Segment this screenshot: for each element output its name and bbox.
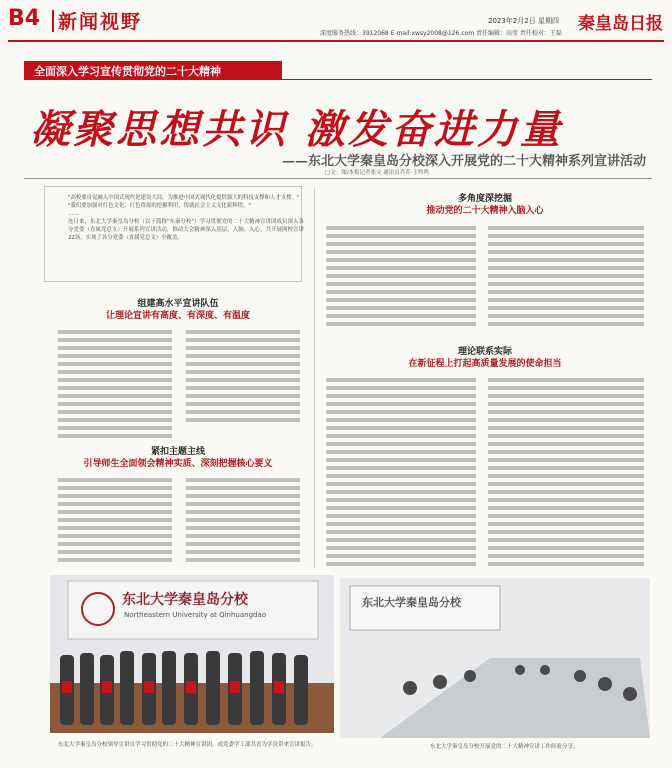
photo-group [50, 575, 334, 733]
section-subheading-theme: 引导师生全面领会精神实质、深刻把握核心要义 [83, 459, 273, 469]
body-text-block [186, 330, 300, 426]
body-text-block [326, 378, 476, 566]
banner-text: 全面深入学习宣传贯彻党的二十大精神 [34, 65, 221, 78]
section-divider [52, 10, 54, 32]
banner-rule [24, 79, 652, 80]
byline: □文：图/本报记者张文 通讯员乔乔 王鸣鸣 [325, 170, 430, 176]
section-subheading-depth: 推动党的二十大精神入脑入心 [426, 206, 544, 216]
body-text-block [488, 226, 644, 326]
section-subheading-practice: 在新征程上打起高质量发展的使命担当 [408, 359, 562, 369]
section-subheading-team: 让理论宣讲有高度、有深度、有温度 [105, 311, 250, 321]
body-text-block [58, 478, 172, 566]
section-heading-team: 组建高水平宣讲队伍 [137, 299, 219, 309]
body-text-block [186, 478, 300, 566]
body-text-block [326, 226, 476, 326]
lead-quote: "高校要自觉融入中国式现代化建设大局，为推进中国式现代化提供强大的科技支撑和人才支撑。" "我们要加强对红色文化、红色资源的挖掘利用，铸就社会主义文化新辉煌。" …… 连日来，东北大学秦皇岛分校（以下简称"东秦分校"）学习贯彻党的二十大精神宣讲团成员深入各分党委（直属党总支）开展系列宣讲活动，推动大会精神深入基层、入脑、入心。共开展网校宣讲22场，实现了各分党委（直属党总支）全覆盖。 [68, 195, 304, 241]
sub-headline: ——东北大学秦皇岛分校深入开展党的二十大精神系列宣讲活动 [282, 154, 647, 169]
headline-rule [24, 178, 652, 179]
main-headline: 凝聚思想共识 激发奋进力量 [30, 107, 563, 153]
photo-caption-left: 东北大学秦皇岛分校领导宣讲员学习贯彻党的二十大精神宣讲团，成党委学工部共青为学员带来宣讲报告。 [58, 742, 317, 748]
meeting-sign-text: 东北大学秦皇岛分校 [362, 596, 461, 609]
page-number: B4 [8, 6, 41, 31]
column-divider [314, 188, 315, 568]
header-rule [8, 40, 664, 42]
editor-info: 深度服务热线：3912068 E-mail:xwsy2008@126.com 责任编辑：高莹 责任校对：王磊 [320, 30, 562, 37]
body-text-block [488, 378, 644, 566]
section-title: 新闻视野 [58, 11, 143, 33]
school-sign-english: Northeastern University at Qinhuangdao [124, 611, 267, 619]
photo-meeting [340, 578, 650, 738]
section-heading-depth: 多角度深挖掘 [457, 194, 512, 204]
issue-date: 2023年2月2日 星期四 [488, 17, 559, 25]
school-sign-text: 东北大学秦皇岛分校 [122, 592, 248, 608]
newspaper-logo: 秦皇岛日报 [578, 14, 663, 34]
topic-banner [24, 61, 282, 79]
section-heading-practice: 理论联系实际 [457, 347, 512, 357]
photo-caption-right: 东北大学秦皇岛分校开展党的二十大精神宣讲工作经验分享。 [430, 744, 579, 750]
section-heading-theme: 紧扣主题主线 [150, 447, 205, 457]
body-text-block [58, 330, 172, 438]
